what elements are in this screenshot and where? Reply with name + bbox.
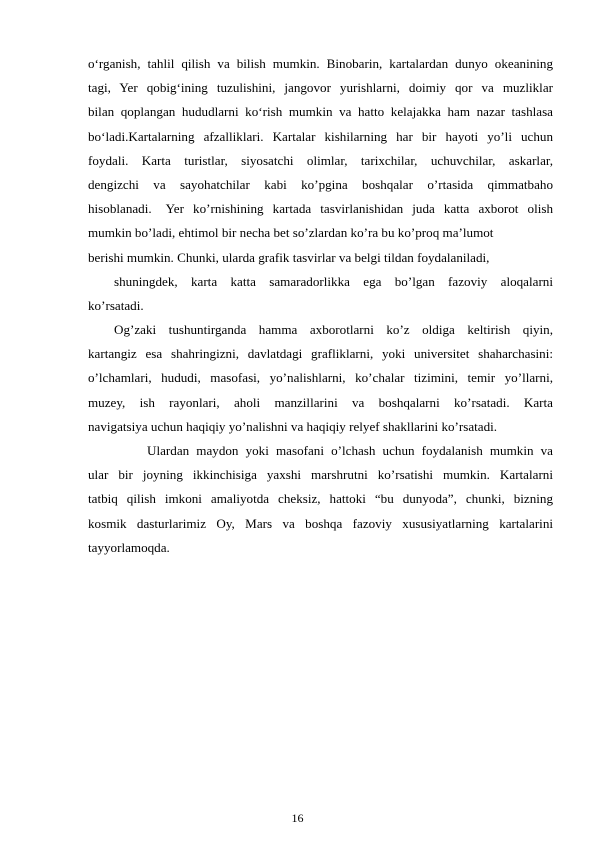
text-line: o‘rganish, tahlil qilish va bilish mumkin. Binobarin, kartalardan dunyo okeanining [88, 56, 553, 71]
text-fragment: hisoblanadi. [88, 201, 152, 217]
text-line: mumkin bo’ladi, ehtimol bir necha bet so’zlardan ko’ra bu ko’proq ma’lumot [88, 225, 494, 241]
text-line: tagi, Yer qobig‘ining tuzulishini, jangovor yurishlarni, doimiy qor va muzliklar [88, 80, 553, 96]
text-line: shuningdek, karta katta samaradorlikka ega bo’lgan fazoviy aloqalarni [114, 273, 553, 289]
text-line: dengizchi va sayohatchilar kabi ko’pgina boshqalar o’rtasida qimmatbaho [88, 176, 553, 192]
text-line: berishi mumkin. Chunki, ularda grafik tasvirlar va belgi tildan foydalaniladi, [88, 249, 490, 265]
page-number: 16 [291, 811, 304, 825]
text-line: bilan qoplangan hududlarni ko‘rish mumkin va hatto kelajakka ham nazar tashlasa [88, 104, 553, 120]
text-line: tatbiq qilish imkoni amaliyotda cheksiz, hattoki “bu dunyoda”, chunki, bizning [88, 491, 553, 507]
text-line: Og’zaki tushuntirganda hamma axborotlarni ko’z oldiga keltirish qiyin, [114, 322, 553, 338]
text-line: muzey, ish rayonlari, aholi manzillarini va boshqalarni ko’rsatadi. Karta [88, 394, 553, 410]
text-line: navigatsiya uchun haqiqiy yo’nalishni va haqiqiy relyef shakllarini ko’rsatadi. [88, 418, 498, 434]
text-line: bo‘ladi.Kartalarning afzalliklari. Kartalar kishilarning har bir hayoti yo’li uchun [88, 128, 553, 144]
text-line: Ulardan maydon yoki masofani o’lchash uchun foydalanish mumkin va [147, 443, 553, 458]
text-line: foydali. Karta turistlar, siyosatchi olimlar, tarixchilar, uchuvchilar, askarlar, [88, 152, 553, 168]
body-text [88, 52, 553, 560]
text-line: ko’rsatadi. [88, 297, 144, 313]
text-line: kosmik dasturlarimiz Oy, Mars va boshqa fazoviy xususiyatlarning kartalarini [88, 515, 553, 531]
text-line: tayyorlamoqda. [88, 539, 170, 555]
text-line: kartangiz esa shahringizni, davlatdagi grafliklarni, yoki universitet shaharchasini: [88, 346, 553, 362]
text-line: o’lchamlari, hududi, masofasi, yo’nalishlarni, ko’chalar tizimini, temir yo’llarni, [88, 370, 553, 386]
text-line [88, 197, 553, 221]
text-fragment: Yer ko’rnishining kartada tasvirlanishidan juda katta axborot olish [165, 201, 553, 217]
text-line: ular bir joyning ikkinchisiga yaxshi marshrutni ko’rsatishi mumkin. Kartalarni [88, 467, 553, 483]
